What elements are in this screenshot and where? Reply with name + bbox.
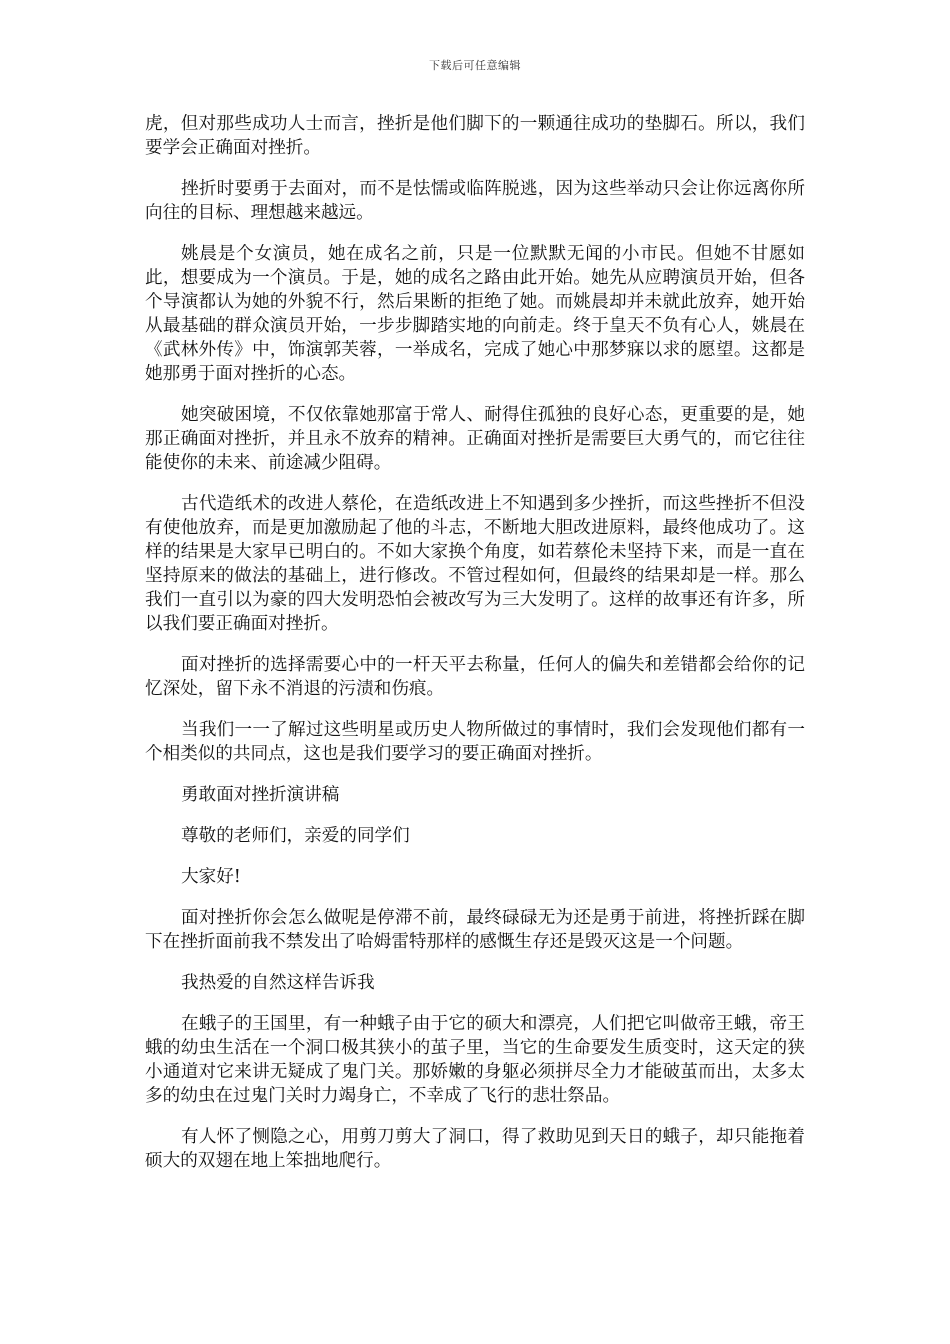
paragraph: 有人怀了恻隐之心，用剪刀剪大了洞口，得了救助见到天日的蛾子，却只能拖着硕大的双翅在地上笨拙地爬行。 [145, 1127, 805, 1171]
document-body [145, 112, 805, 1190]
page-header: 下载后可任意编辑 [429, 59, 521, 72]
paragraph: 我热爱的自然这样告诉我 [181, 973, 375, 993]
paragraph: 挫折时要勇于去面对，而不是怯懦或临阵脱逃，因为这些举动只会让你远离你所向往的目标、理想越来越远。 [145, 179, 805, 223]
salutation: 尊敬的老师们，亲爱的同学们 [181, 826, 410, 846]
paragraph: 在蛾子的王国里，有一种蛾子由于它的硕大和漂亮，人们把它叫做帝王蛾，帝王蛾的幼虫生活在一个洞口极其狭小的茧子里，当它的生命要发生质变时，这天定的狭小通道对它来讲无疑成了鬼门关。那娇嫩的身躯必须拼尽全力才能破茧而出，太多太多的幼虫在过鬼门关时力竭身亡，不幸成了飞行的悲壮祭品。 [145, 1014, 805, 1106]
speech-title: 勇敢面对挫折演讲稿 [181, 785, 340, 805]
paragraph: 姚晨是个女演员，她在成名之前，只是一位默默无闻的小市民。但她不甘愿如此，想要成为一个演员。于是，她的成名之路由此开始。她先从应聘演员开始，但各个导演都认为她的外貌不行，然后果断的拒绝了她。而姚晨却并未就此放弃，她开始从最基础的群众演员开始，一步步脚踏实地的向前走。终于皇天不负有心人，姚晨在《武林外传》中，饰演郭芙蓉，一举成名，完成了她心中那梦寐以求的愿望。这都是她那勇于面对挫折的心态。 [145, 244, 805, 384]
paragraph: 面对挫折的选择需要心中的一杆天平去称量，任何人的偏失和差错都会给你的记忆深处，留下永不消退的污渍和伤痕。 [145, 655, 805, 699]
paragraph: 她突破困境，不仅依靠她那富于常人、耐得住孤独的良好心态，更重要的是，她那正确面对挫折，并且永不放弃的精神。正确面对挫折是需要巨大勇气的，而它往往能使你的未来、前途减少阻碍。 [145, 405, 805, 473]
greeting: 大家好! [181, 867, 241, 887]
paragraph: 当我们一一了解过这些明星或历史人物所做过的事情时，我们会发现他们都有一个相类似的共同点，这也是我们要学习的要正确面对挫折。 [145, 720, 805, 764]
paragraph: 虎，但对那些成功人士而言，挫折是他们脚下的一颗通往成功的垫脚石。所以，我们要学会正确面对挫折。 [145, 114, 805, 158]
paragraph: 古代造纸术的改进人蔡伦，在造纸改进上不知遇到多少挫折，而这些挫折不但没有使他放弃，而是更加激励起了他的斗志，不断地大胆改进原料，最终他成功了。这样的结果是大家早已明白的。不如大家换个角度，如若蔡伦未坚持下来，而是一直在坚持原来的做法的基础上，进行修改。不管过程如何，但最终的结果却是一样。那么我们一直引以为豪的四大发明恐怕会被改写为三大发明了。这样的故事还有许多，所以我们要正确面对挫折。 [145, 494, 805, 634]
paragraph: 面对挫折你会怎么做呢是停滞不前，最终碌碌无为还是勇于前进，将挫折踩在脚下在挫折面前我不禁发出了哈姆雷特那样的感慨生存还是毁灭这是一个问题。 [145, 908, 805, 952]
